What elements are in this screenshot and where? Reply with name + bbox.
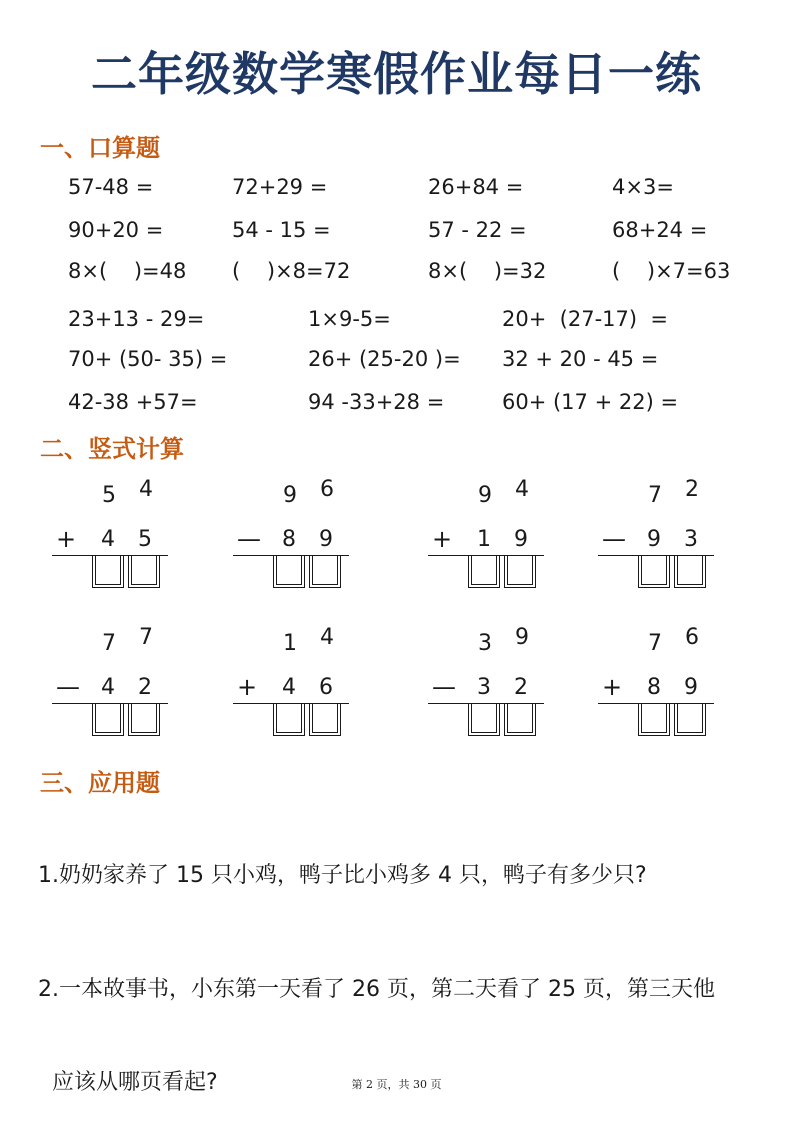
page-footer: 第 2 页，共 30 页: [351, 1078, 442, 1091]
top-digit-ones: 9: [515, 625, 529, 650]
top-digit-ones: 6: [685, 625, 699, 650]
bottom-digit-tens: 9: [647, 527, 661, 552]
bottom-digit-ones: 3: [684, 527, 698, 552]
answer-box-ones: [309, 703, 341, 736]
oral-problem: 68+24 =: [612, 218, 708, 242]
bottom-digit-ones: 2: [138, 675, 152, 700]
top-digit-tens: 7: [648, 483, 662, 508]
word-problem-line: 2.一本故事书，小东第一天看了 26 页，第二天看了 25 页，第三天他: [38, 977, 715, 1002]
top-digit-tens: 5: [102, 483, 116, 508]
top-digit-ones: 4: [320, 625, 334, 650]
bottom-digit-tens: 8: [282, 527, 296, 552]
oral-problem: 72+29 =: [232, 175, 328, 199]
bottom-digit-tens: 8: [647, 675, 661, 700]
oral-problem: 57-48 =: [68, 175, 154, 199]
operator-sign: +: [602, 673, 623, 701]
answer-box-ones: [128, 555, 160, 588]
answer-box-ones: [674, 703, 706, 736]
word-problem-line: 应该从哪页看起?: [38, 1070, 218, 1095]
oral-problem: 4×3=: [612, 175, 674, 199]
section-word-heading: 三、应用题: [40, 769, 160, 797]
top-digit-tens: 9: [283, 483, 297, 508]
oral-problem: 8×( )=32: [428, 259, 547, 283]
oral-problem: 60+ (17 + 22) =: [502, 390, 679, 414]
bottom-digit-ones: 2: [514, 675, 528, 700]
bottom-digit-tens: 4: [101, 675, 115, 700]
answer-box-tens: [273, 703, 305, 736]
oral-problem: 1×9-5=: [308, 307, 391, 331]
oral-problem: 94 -33+28 =: [308, 390, 445, 414]
oral-problem: 70+ (50- 35) =: [68, 347, 228, 371]
oral-problem: ( )×8=72: [232, 259, 351, 283]
bottom-digit-tens: 4: [101, 527, 115, 552]
top-digit-ones: 6: [320, 477, 334, 502]
operator-sign: +: [237, 673, 258, 701]
answer-box-tens: [468, 703, 500, 736]
operator-sign: —: [237, 525, 261, 553]
oral-problem: 90+20 =: [68, 218, 164, 242]
bottom-digit-ones: 9: [514, 527, 528, 552]
answer-box-tens: [468, 555, 500, 588]
word-problem-1: [38, 808, 647, 914]
answer-box-tens: [638, 555, 670, 588]
top-digit-tens: 1: [283, 631, 297, 656]
bottom-digit-ones: 9: [684, 675, 698, 700]
oral-problem: 23+13 - 29=: [68, 307, 205, 331]
bottom-digit-ones: 6: [319, 675, 333, 700]
answer-box-ones: [504, 555, 536, 588]
answer-box-ones: [674, 555, 706, 588]
operator-sign: +: [56, 525, 77, 553]
section-oral-heading: 一、口算题: [40, 134, 160, 162]
top-digit-ones: 4: [139, 477, 153, 502]
section-vertical-heading: 二、竖式计算: [40, 435, 184, 463]
answer-box-tens: [92, 555, 124, 588]
answer-box-tens: [638, 703, 670, 736]
top-digit-tens: 7: [648, 631, 662, 656]
answer-box-tens: [92, 703, 124, 736]
bottom-digit-ones: 5: [138, 527, 152, 552]
word-problem-line: 1.奶奶家养了 15 只小鸡，鸭子比小鸡多 4 只，鸭子有多少只?: [38, 863, 647, 888]
top-digit-ones: 7: [139, 625, 153, 650]
answer-box-ones: [128, 703, 160, 736]
top-digit-tens: 7: [102, 631, 116, 656]
oral-problem: 32 + 20 - 45 =: [502, 347, 659, 371]
operator-sign: —: [56, 673, 80, 701]
oral-problem: 42-38 +57=: [68, 390, 198, 414]
answer-box-tens: [273, 555, 305, 588]
operator-sign: —: [432, 673, 456, 701]
bottom-digit-tens: 1: [477, 527, 491, 552]
oral-problem: 57 - 22 =: [428, 218, 527, 242]
top-digit-ones: 4: [515, 477, 529, 502]
bottom-digit-tens: 3: [477, 675, 491, 700]
oral-problem: 26+84 =: [428, 175, 524, 199]
operator-sign: —: [602, 525, 626, 553]
bottom-digit-tens: 4: [282, 675, 296, 700]
answer-box-ones: [309, 555, 341, 588]
page-title: 二年级数学寒假作业每日一练: [91, 47, 702, 101]
oral-problem: 54 - 15 =: [232, 218, 331, 242]
oral-problem: 20+ (27-17) =: [502, 307, 669, 331]
oral-problem: ( )×7=63: [612, 259, 731, 283]
operator-sign: +: [432, 525, 453, 553]
answer-box-ones: [504, 703, 536, 736]
top-digit-ones: 2: [685, 477, 699, 502]
oral-problem: 26+ (25-20 )=: [308, 347, 461, 371]
bottom-digit-ones: 9: [319, 527, 333, 552]
top-digit-tens: 9: [478, 483, 492, 508]
oral-problem: 8×( )=48: [68, 259, 187, 283]
top-digit-tens: 3: [478, 631, 492, 656]
